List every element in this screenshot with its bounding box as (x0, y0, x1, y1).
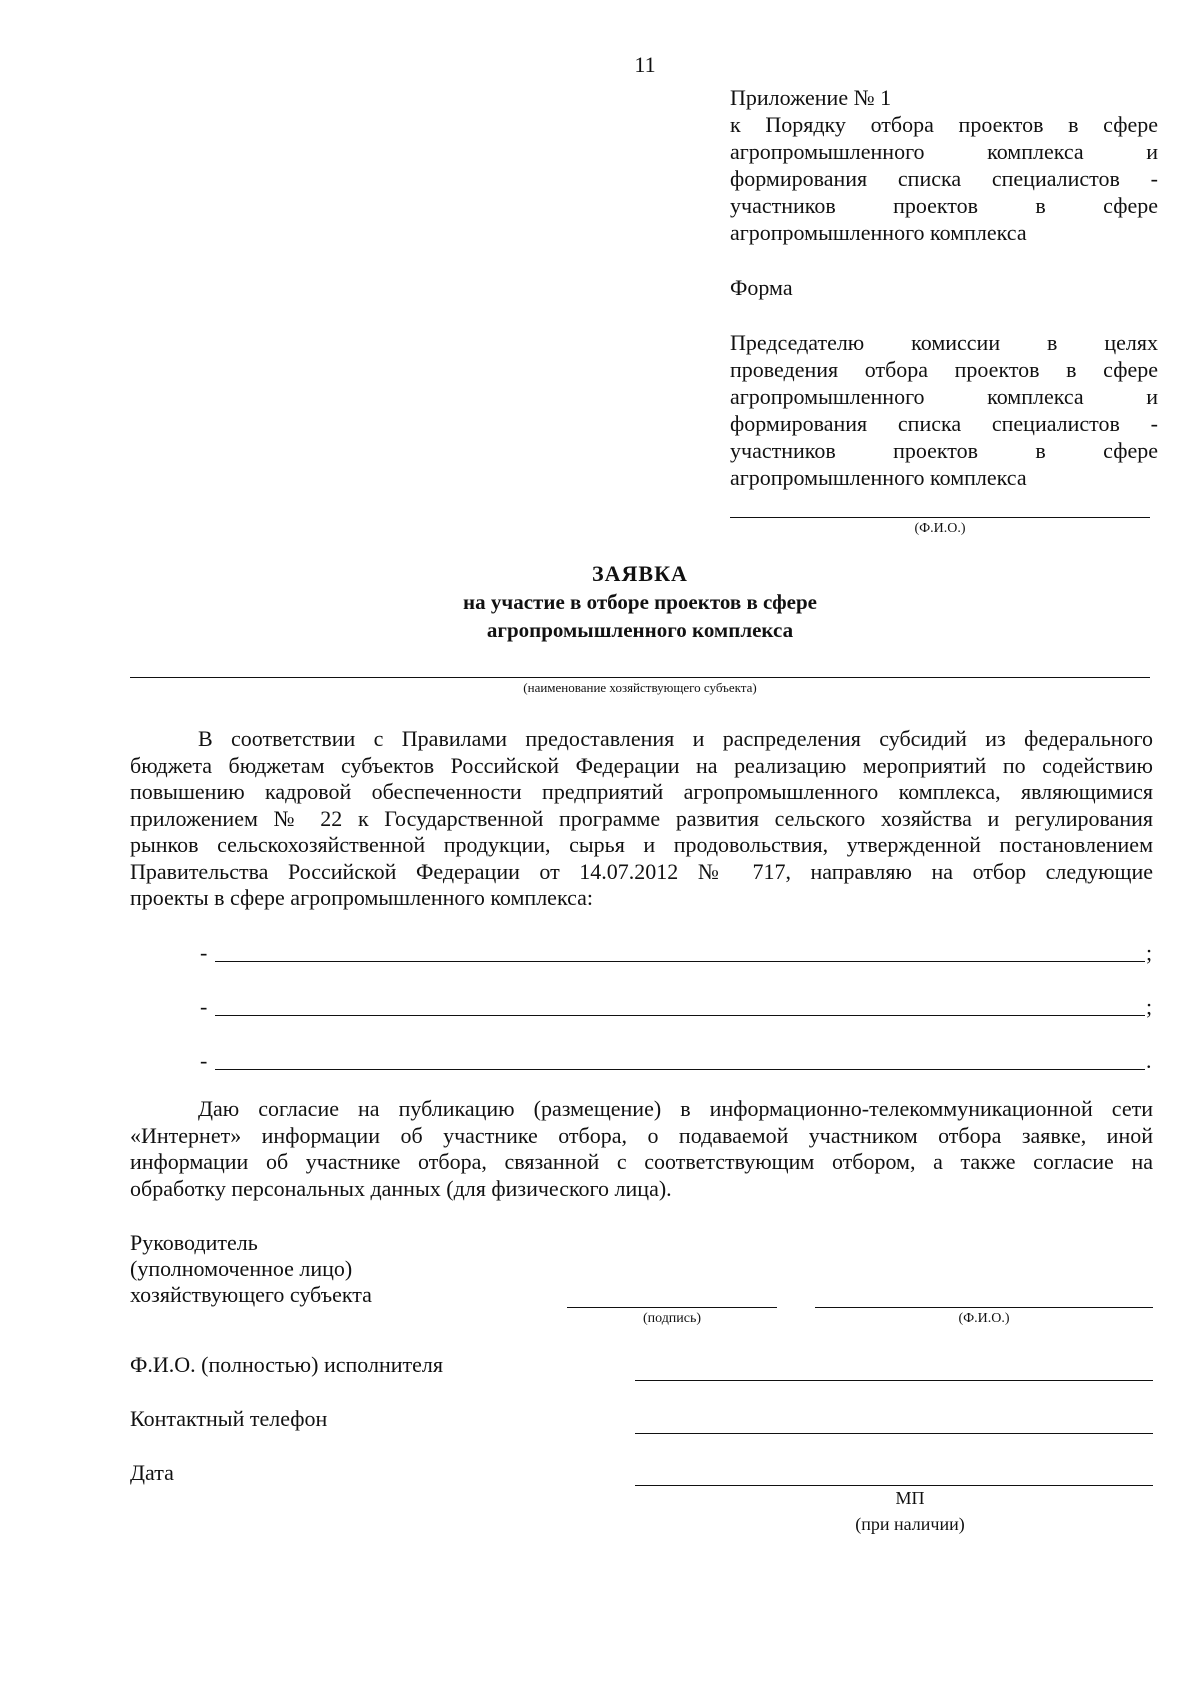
signature-label-line: хозяйствующего субъекта (130, 1282, 372, 1307)
stamp-mp: МП (895, 1488, 925, 1508)
form-label: Форма (730, 275, 793, 300)
addressee-line: проведения отбора проектов в сфере (730, 357, 1158, 382)
application-title (330, 560, 950, 644)
signature-fio-caption: (Ф.И.О.) (958, 1311, 1010, 1326)
title-line: агропромышленного комплекса (486, 618, 794, 642)
phone-line[interactable] (635, 1433, 1153, 1434)
addressee-line: агропромышленного комплекса и (730, 384, 1158, 409)
phone-label: Контактный телефон (130, 1406, 328, 1431)
project-item-line[interactable] (215, 1015, 1145, 1016)
addressee-fio-caption: (Ф.И.О.) (914, 521, 966, 536)
appendix-line: агропромышленного комплекса и (730, 139, 1158, 164)
paragraph-line: повышению кадровой обеспеченности предприятий агропромышленного комплекса, являющимися (130, 779, 1153, 804)
project-item-dash: - (200, 1048, 208, 1073)
addressee-block (730, 329, 1158, 491)
appendix-line: формирования списка специалистов - (730, 166, 1158, 191)
title-line: на участие в отборе проектов в сфере (463, 590, 817, 614)
signature-label-line: (уполномоченное лицо) (130, 1256, 353, 1281)
project-item-end: ; (1146, 994, 1153, 1019)
appendix-title: Приложение № 1 (730, 85, 892, 110)
project-item-line[interactable] (215, 1069, 1145, 1070)
addressee-line: формирования списка специалистов - (730, 411, 1158, 436)
addressee-line: Председателю комиссии в целях (730, 330, 1158, 355)
project-item-line[interactable] (215, 961, 1145, 962)
signature-line[interactable] (567, 1307, 777, 1308)
consent-paragraph (130, 1096, 1153, 1202)
appendix-line: к Порядку отбора проектов в сфере (730, 112, 1158, 137)
addressee-line: участников проектов в сфере (730, 438, 1158, 463)
page-number: 11 (634, 52, 656, 77)
paragraph-line: проекты в сфере агропромышленного комплекса: (130, 885, 593, 910)
title-main: ЗАЯВКА (592, 561, 688, 586)
addressee-line: агропромышленного комплекса (730, 465, 1027, 490)
paragraph-line: В соответствии с Правилами предоставления и распределения субсидий из федерального (198, 726, 1153, 751)
date-label: Дата (130, 1460, 174, 1485)
project-item-dash: - (200, 994, 208, 1019)
signature-fio-line[interactable] (815, 1307, 1153, 1308)
paragraph-line: Даю согласие на публикацию (размещение) в информационно-телекоммуникационной сети (198, 1096, 1153, 1121)
appendix-block (730, 84, 1158, 246)
paragraph-line: Правительства Российской Федерации от 14.07.2012 № 717, направляю на отбор следующие (130, 858, 1153, 884)
paragraph-line: «Интернет» информации об участнике отбора, о подаваемой участником отбора заявке, иной (130, 1122, 1153, 1148)
stamp-note: (при наличии) (855, 1514, 965, 1534)
entity-name-line[interactable] (130, 677, 1150, 678)
project-item-dash: - (200, 940, 208, 965)
appendix-line: участников проектов в сфере (730, 193, 1158, 218)
signature-label (130, 1230, 372, 1308)
executor-label: Ф.И.О. (полностью) исполнителя (130, 1352, 443, 1377)
project-item-end: . (1146, 1048, 1152, 1073)
paragraph-line: обработку персональных данных (для физического лица). (130, 1175, 672, 1201)
executor-line[interactable] (635, 1380, 1153, 1381)
addressee-fio-line[interactable] (730, 517, 1150, 518)
appendix-line: агропромышленного комплекса (730, 220, 1027, 245)
signature-label-line: Руководитель (130, 1230, 258, 1255)
paragraph-line: информации об участнике отбора, связанной с соответствующим отбором, а также согласие на (130, 1149, 1153, 1174)
main-paragraph (130, 726, 1153, 912)
signature-caption: (подпись) (642, 1311, 702, 1326)
project-item-end: ; (1146, 940, 1153, 965)
paragraph-line: бюджета бюджетам субъектов Российской Федерации на реализацию мероприятий по содействию (130, 752, 1153, 778)
entity-caption: (наименование хозяйствующего субъекта) (523, 680, 757, 695)
paragraph-line: приложением № 22 к Государственной программе развития сельского хозяйства и регулирования (130, 805, 1153, 831)
paragraph-line: рынков сельскохозяйственной продукции, сырья и продовольствия, утвержденной постановлением (130, 832, 1153, 857)
